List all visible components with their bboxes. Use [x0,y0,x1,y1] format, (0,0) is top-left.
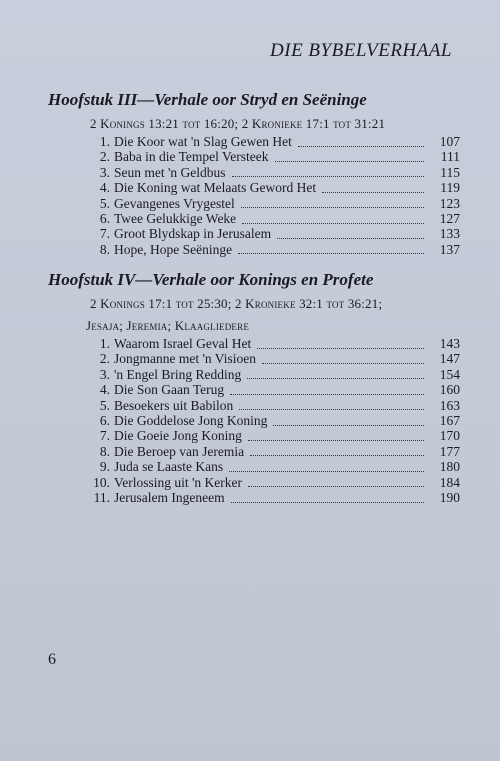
entry-title: Jongmanne met 'n Visioen [114,351,256,367]
entry-page: 163 [439,397,460,413]
entry-page: 177 [439,443,460,459]
contents-list [48,336,460,505]
entry-page: 119 [440,180,460,196]
contents-entry [48,226,460,241]
contents-list [48,134,460,257]
contents-entry [48,180,460,195]
leader-dots [242,222,424,224]
chapter-title: Hoofstuk III—Verhale oor Stryd en Seëninge [48,90,367,109]
entry-page: 190 [439,489,460,505]
contents-entry [48,475,460,490]
chapter-4 [48,270,460,505]
chapter-title: Hoofstuk IV—Verhale oor Konings en Profete [48,270,374,289]
entry-page: 154 [439,366,460,382]
entry-number: 9. [99,459,110,475]
contents-entry [48,134,460,149]
entry-page: 147 [439,351,460,367]
leader-dots [262,362,424,364]
entry-page: 107 [439,134,460,149]
entry-page: 167 [439,412,460,428]
entry-title: Besoekers uit Babilon [114,397,234,413]
scripture-reference-books: Jesaja; Jeremia; Klaagliedere [86,318,250,333]
entry-number: 4. [99,180,110,196]
entry-title: Die Goeie Jong Koning [114,428,242,444]
entry-title: Jerusalem Ingeneem [114,489,225,505]
entry-number: 5. [99,397,110,413]
leader-dots [241,206,424,208]
contents-entry [48,367,460,382]
entry-number: 1. [99,336,110,351]
leader-dots [248,439,424,441]
page-number: 6 [48,651,56,668]
entry-page: 133 [439,226,460,242]
entry-page: 127 [439,210,460,226]
leader-dots [248,485,424,487]
contents-entry [48,413,460,428]
entry-number: 5. [99,195,110,211]
contents-entry [48,398,460,413]
entry-title: Seun met 'n Geldbus [114,164,226,180]
entry-number: 2. [99,149,110,165]
leader-dots [298,145,424,147]
entry-number: 3. [99,366,110,382]
contents-entry [48,382,460,397]
contents-entry [48,428,460,443]
entry-page: 184 [439,474,460,490]
entry-title: Juda se Laaste Kans [114,459,224,475]
entry-number: 6. [99,210,110,226]
leader-dots [277,237,424,239]
entry-title: Die Beroep van Jeremia [114,443,245,459]
leader-dots [247,377,424,379]
contents-entry [48,459,460,474]
entry-page: 137 [439,241,460,257]
entry-title: Waarom Israel Geval Het [114,336,252,351]
leader-dots [229,470,424,472]
leader-dots [257,347,424,349]
leader-dots [231,501,424,503]
entry-title: Hope, Hope Seëninge [114,241,233,257]
scripture-reference: 2 Konings 13:21 tot 16:20; 2 Kronieke 17:1 tot 31:21 [90,116,386,131]
contents-entry [48,196,460,211]
entry-number: 4. [99,382,110,398]
entry-title: Groot Blydskap in Jerusalem [114,226,272,242]
entry-title: Baba in die Tempel Versteek [114,149,269,165]
entry-page: 170 [439,428,460,444]
leader-dots [238,252,424,254]
entry-title: Twee Gelukkige Weke [114,210,237,226]
entry-number: 7. [99,226,110,242]
entry-page: 123 [439,195,460,211]
entry-page: 111 [440,149,460,165]
leader-dots [239,408,424,410]
entry-page: 143 [439,336,460,351]
entry-title: Die Son Gaan Terug [114,382,225,398]
contents-entry [48,165,460,180]
contents-entry [48,351,460,366]
entry-page: 160 [439,382,460,398]
entry-number: 2. [99,351,110,367]
scripture-reference: 2 Konings 17:1 tot 25:30; 2 Kronieke 32:1 tot 36:21; [90,296,383,311]
leader-dots [250,454,424,456]
entry-number: 3. [99,164,110,180]
leader-dots [232,175,424,177]
entry-page: 180 [439,459,460,475]
contents-entry [48,242,460,257]
leader-dots [322,191,424,193]
entry-title: 'n Engel Bring Redding [114,366,242,382]
entry-title: Gevangenes Vrygestel [114,195,235,211]
entry-number: 6. [99,412,110,428]
entry-number: 10. [93,474,110,490]
entry-number: 1. [99,134,110,149]
running-head: DIE BYBELVERHAAL [270,40,452,61]
entry-title: Die Goddelose Jong Koning [114,412,268,428]
leader-dots [275,160,424,162]
contents-entry [48,149,460,164]
leader-dots [273,424,424,426]
entry-page: 115 [440,164,460,180]
contents-entry [48,211,460,226]
entry-title: Verlossing uit 'n Kerker [114,474,243,490]
entry-number: 8. [99,241,110,257]
entry-title: Die Koor wat 'n Slag Gewen Het [114,134,292,149]
contents-entry [48,336,460,351]
contents-entry [48,444,460,459]
entry-title: Die Koning wat Melaats Geword Het [114,180,317,196]
entry-number: 7. [99,428,110,444]
chapter-3 [48,90,460,257]
contents-entry [48,490,460,505]
leader-dots [230,393,424,395]
entry-number: 8. [99,443,110,459]
entry-number: 11. [93,489,110,505]
